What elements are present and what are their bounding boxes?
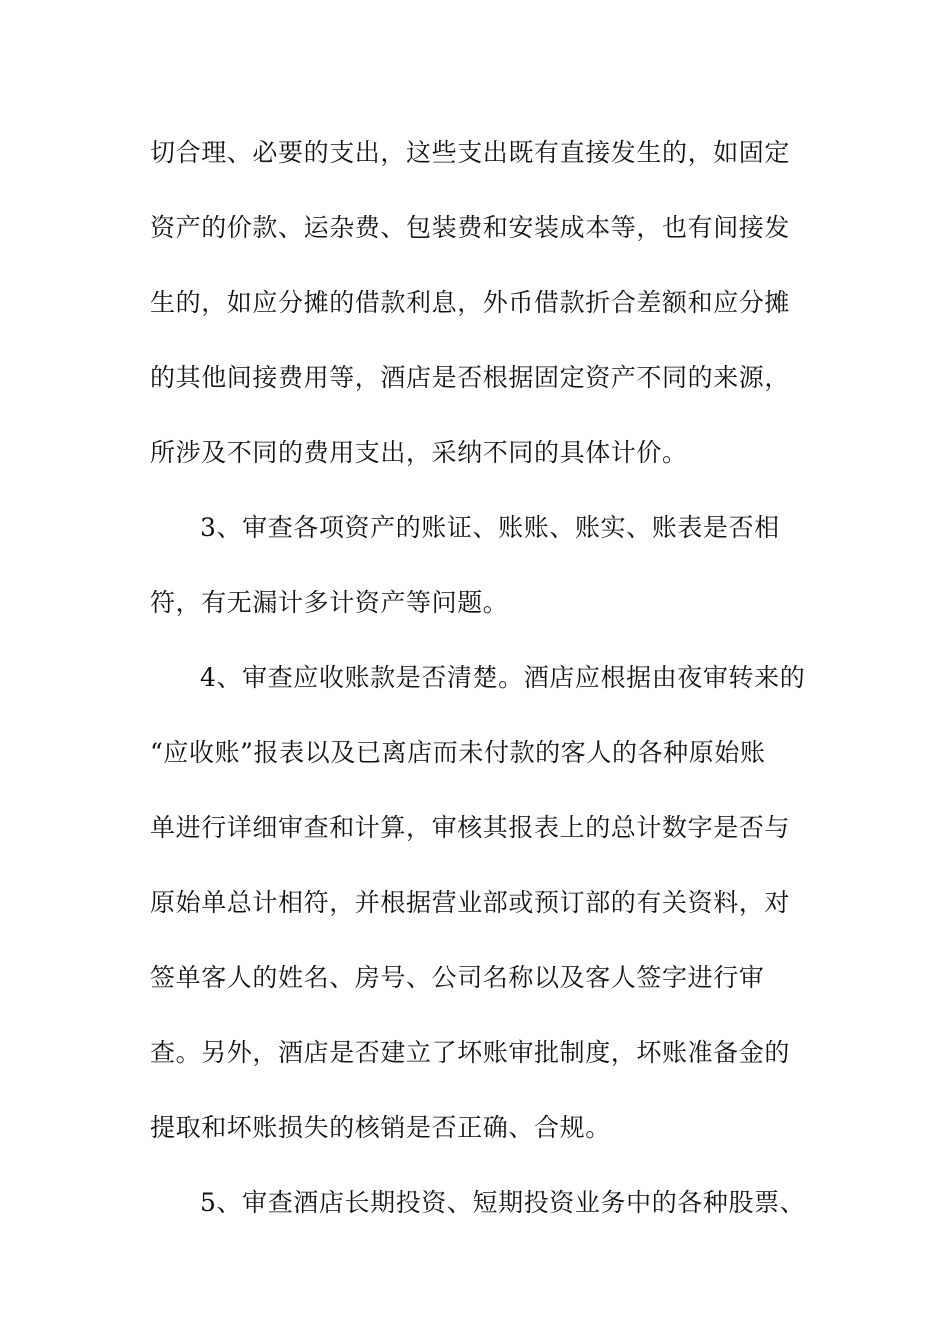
paragraph-line: “应收账”报表以及已离店而未付款的客人的各种原始账 bbox=[150, 738, 766, 767]
paragraph-line: 切合理、必要的支出，这些支出既有直接发生的，如固定 bbox=[150, 138, 791, 167]
paragraph-line: 单进行详细审查和计算，审核其报表上的总计数字是否与 bbox=[150, 813, 791, 842]
paragraph-line: 提取和坏账损失的核销是否正确、合规。 bbox=[150, 1113, 611, 1142]
paragraph-line: 原始单总计相符，并根据营业部或预订部的有关资料，对 bbox=[150, 888, 791, 917]
paragraph-line: 5、审查酒店长期投资、短期投资业务中的各种股票、 bbox=[200, 1188, 806, 1217]
paragraph-line: 所涉及不同的费用支出，采纳不同的具体计价。 bbox=[150, 438, 688, 467]
paragraph-line: 3、审查各项资产的账证、账账、账实、账表是否相 bbox=[200, 513, 780, 542]
paragraph-line: 符，有无漏计多计资产等问题。 bbox=[150, 588, 509, 617]
paragraph-line: 资产的价款、运杂费、包装费和安装成本等，也有间接发 bbox=[150, 213, 791, 242]
paragraph-line: 签单客人的姓名、房号、公司名称以及客人签字进行审 bbox=[150, 963, 765, 992]
paragraph-line: 的其他间接费用等，酒店是否根据固定资产不同的来源， bbox=[150, 363, 791, 392]
paragraph-line: 查。另外，酒店是否建立了坏账审批制度，坏账准备金的 bbox=[150, 1038, 791, 1067]
paragraph-line: 生的，如应分摊的借款利息，外币借款折合差额和应分摊 bbox=[150, 288, 791, 317]
paragraph-line: 4、审查应收账款是否清楚。酒店应根据由夜审转来的 bbox=[200, 663, 806, 692]
